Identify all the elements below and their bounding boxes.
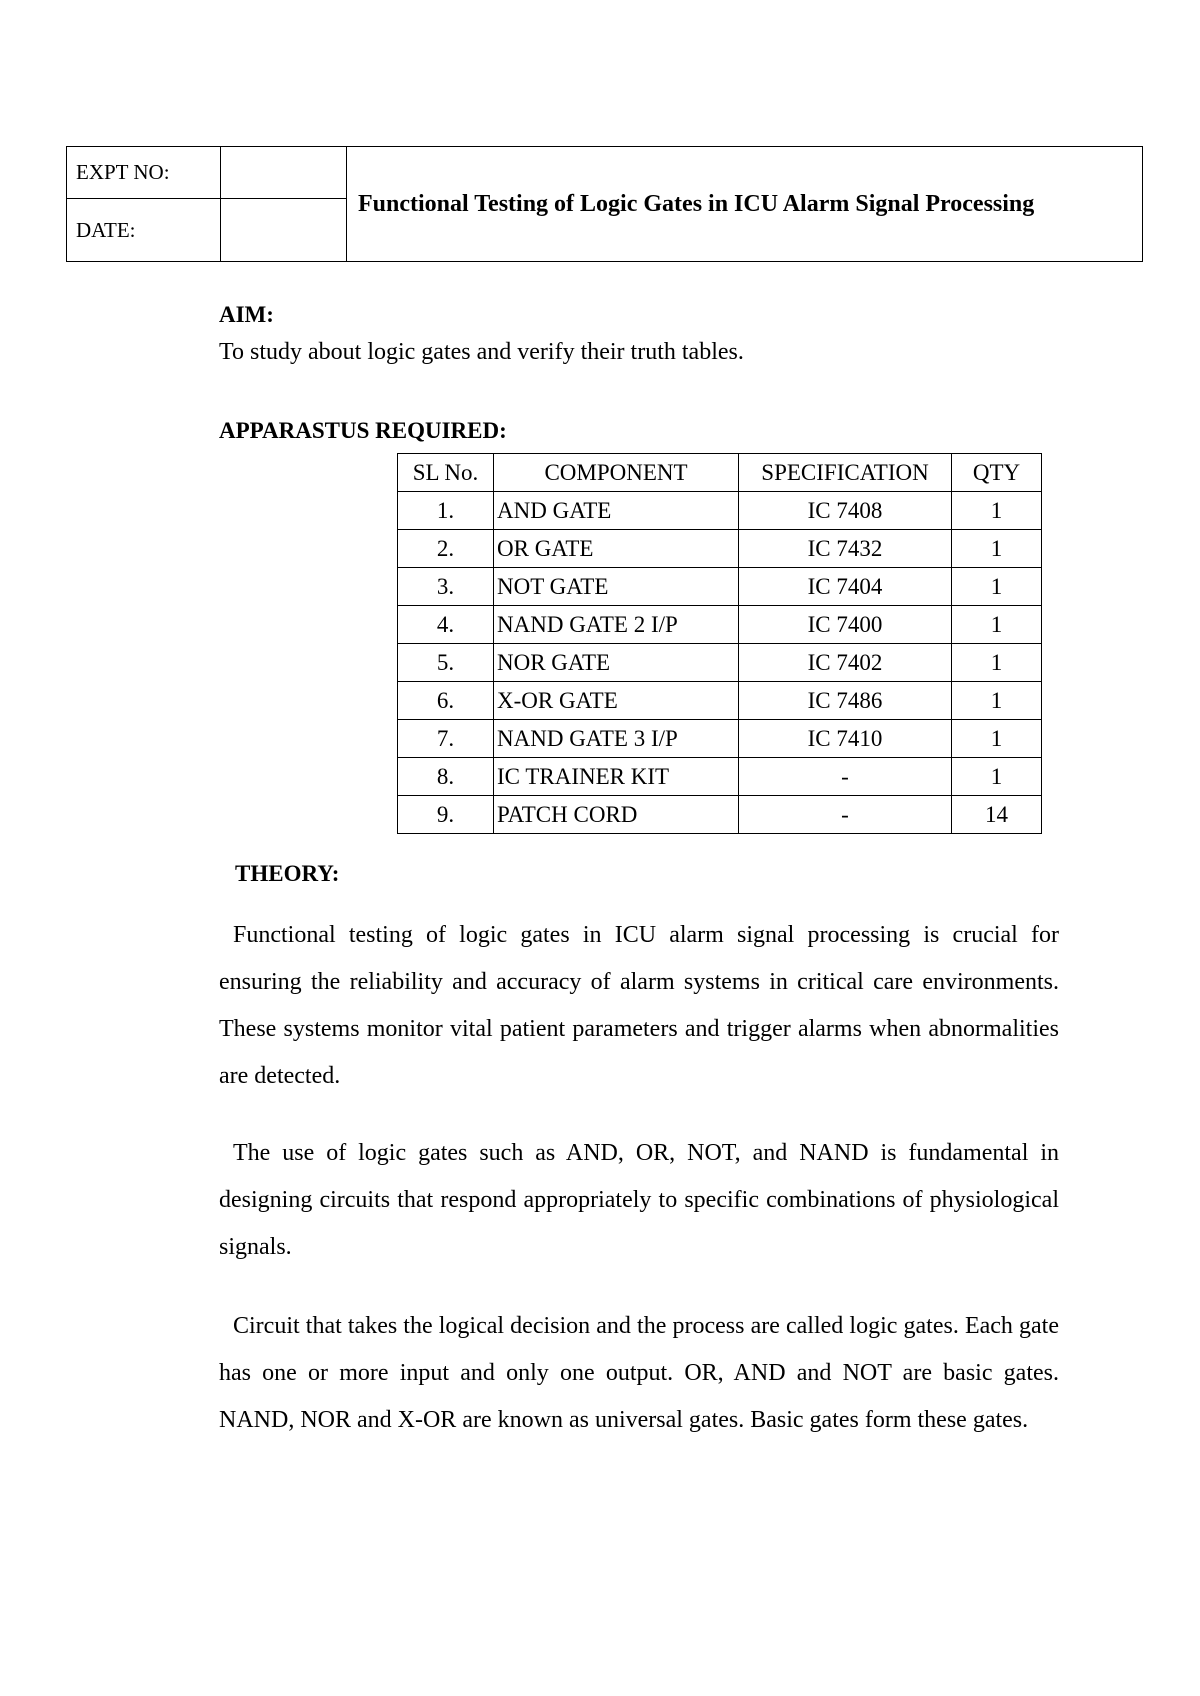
cell-qty: 1	[952, 720, 1042, 758]
expt-no-value	[221, 147, 347, 199]
cell-qty: 1	[952, 492, 1042, 530]
cell-sl-no: 1.	[398, 492, 494, 530]
cell-component: OR GATE	[494, 530, 739, 568]
cell-qty: 1	[952, 568, 1042, 606]
theory-heading: THEORY:	[235, 861, 340, 886]
cell-specification: IC 7486	[739, 682, 952, 720]
cell-component: PATCH CORD	[494, 796, 739, 834]
theory-paragraph-2: The use of logic gates such as AND, OR, NOT, and NAND is fundamental in designing circuits that respond appropriately to specific combinations of physiological signals.	[219, 1140, 1059, 1260]
table-row	[398, 606, 1042, 644]
table-row	[398, 530, 1042, 568]
cell-sl-no: 3.	[398, 568, 494, 606]
col-header-sl-no: SL No.	[398, 454, 494, 492]
cell-component: NAND GATE 3 I/P	[494, 720, 739, 758]
cell-qty: 1	[952, 644, 1042, 682]
table-row	[398, 796, 1042, 834]
table-row	[398, 568, 1042, 606]
cell-sl-no: 4.	[398, 606, 494, 644]
date-label: DATE:	[67, 199, 221, 262]
col-header-component: COMPONENT	[494, 454, 739, 492]
apparatus-heading: APPARASTUS REQUIRED:	[219, 418, 507, 443]
cell-specification: IC 7402	[739, 644, 952, 682]
cell-specification: IC 7408	[739, 492, 952, 530]
cell-qty: 1	[952, 682, 1042, 720]
cell-sl-no: 5.	[398, 644, 494, 682]
apparatus-header-row	[398, 454, 1042, 492]
table-row	[398, 644, 1042, 682]
cell-sl-no: 8.	[398, 758, 494, 796]
cell-component: NAND GATE 2 I/P	[494, 606, 739, 644]
apparatus-table	[397, 453, 1042, 834]
col-header-qty: QTY	[952, 454, 1042, 492]
col-header-specification: SPECIFICATION	[739, 454, 952, 492]
cell-component: NOT GATE	[494, 568, 739, 606]
table-row	[398, 720, 1042, 758]
aim-heading: AIM:	[219, 302, 274, 327]
cell-specification: IC 7404	[739, 568, 952, 606]
cell-sl-no: 6.	[398, 682, 494, 720]
cell-specification: -	[739, 796, 952, 834]
cell-specification: IC 7432	[739, 530, 952, 568]
cell-component: IC TRAINER KIT	[494, 758, 739, 796]
cell-qty: 1	[952, 530, 1042, 568]
cell-qty: 1	[952, 606, 1042, 644]
cell-sl-no: 9.	[398, 796, 494, 834]
cell-component: X-OR GATE	[494, 682, 739, 720]
theory-paragraph-1: Functional testing of logic gates in ICU alarm signal processing is crucial for ensuring the reliability and accuracy of alarm systems in critical care environments. These systems monitor vital patient parameters and trigger alarms when abnormalities are detected.	[219, 922, 1059, 1089]
cell-component: NOR GATE	[494, 644, 739, 682]
experiment-title: Functional Testing of Logic Gates in ICU Alarm Signal Processing	[347, 147, 1143, 262]
cell-specification: IC 7410	[739, 720, 952, 758]
table-row	[398, 492, 1042, 530]
theory-paragraph-3: Circuit that takes the logical decision and the process are called logic gates. Each gate has one or more input and only one output. OR, AND and NOT are basic gates. NAND, NOR and X-OR are known as universal gates. Basic gates form these gates.	[219, 1313, 1059, 1433]
experiment-header-table	[66, 146, 1143, 262]
expt-no-label: EXPT NO:	[67, 147, 221, 199]
cell-component: AND GATE	[494, 492, 739, 530]
cell-specification: IC 7400	[739, 606, 952, 644]
cell-specification: -	[739, 758, 952, 796]
cell-sl-no: 2.	[398, 530, 494, 568]
cell-qty: 1	[952, 758, 1042, 796]
cell-sl-no: 7.	[398, 720, 494, 758]
aim-text: To study about logic gates and verify their truth tables.	[219, 339, 744, 365]
date-value	[221, 199, 347, 262]
cell-qty: 14	[952, 796, 1042, 834]
table-row	[398, 758, 1042, 796]
table-row	[398, 682, 1042, 720]
